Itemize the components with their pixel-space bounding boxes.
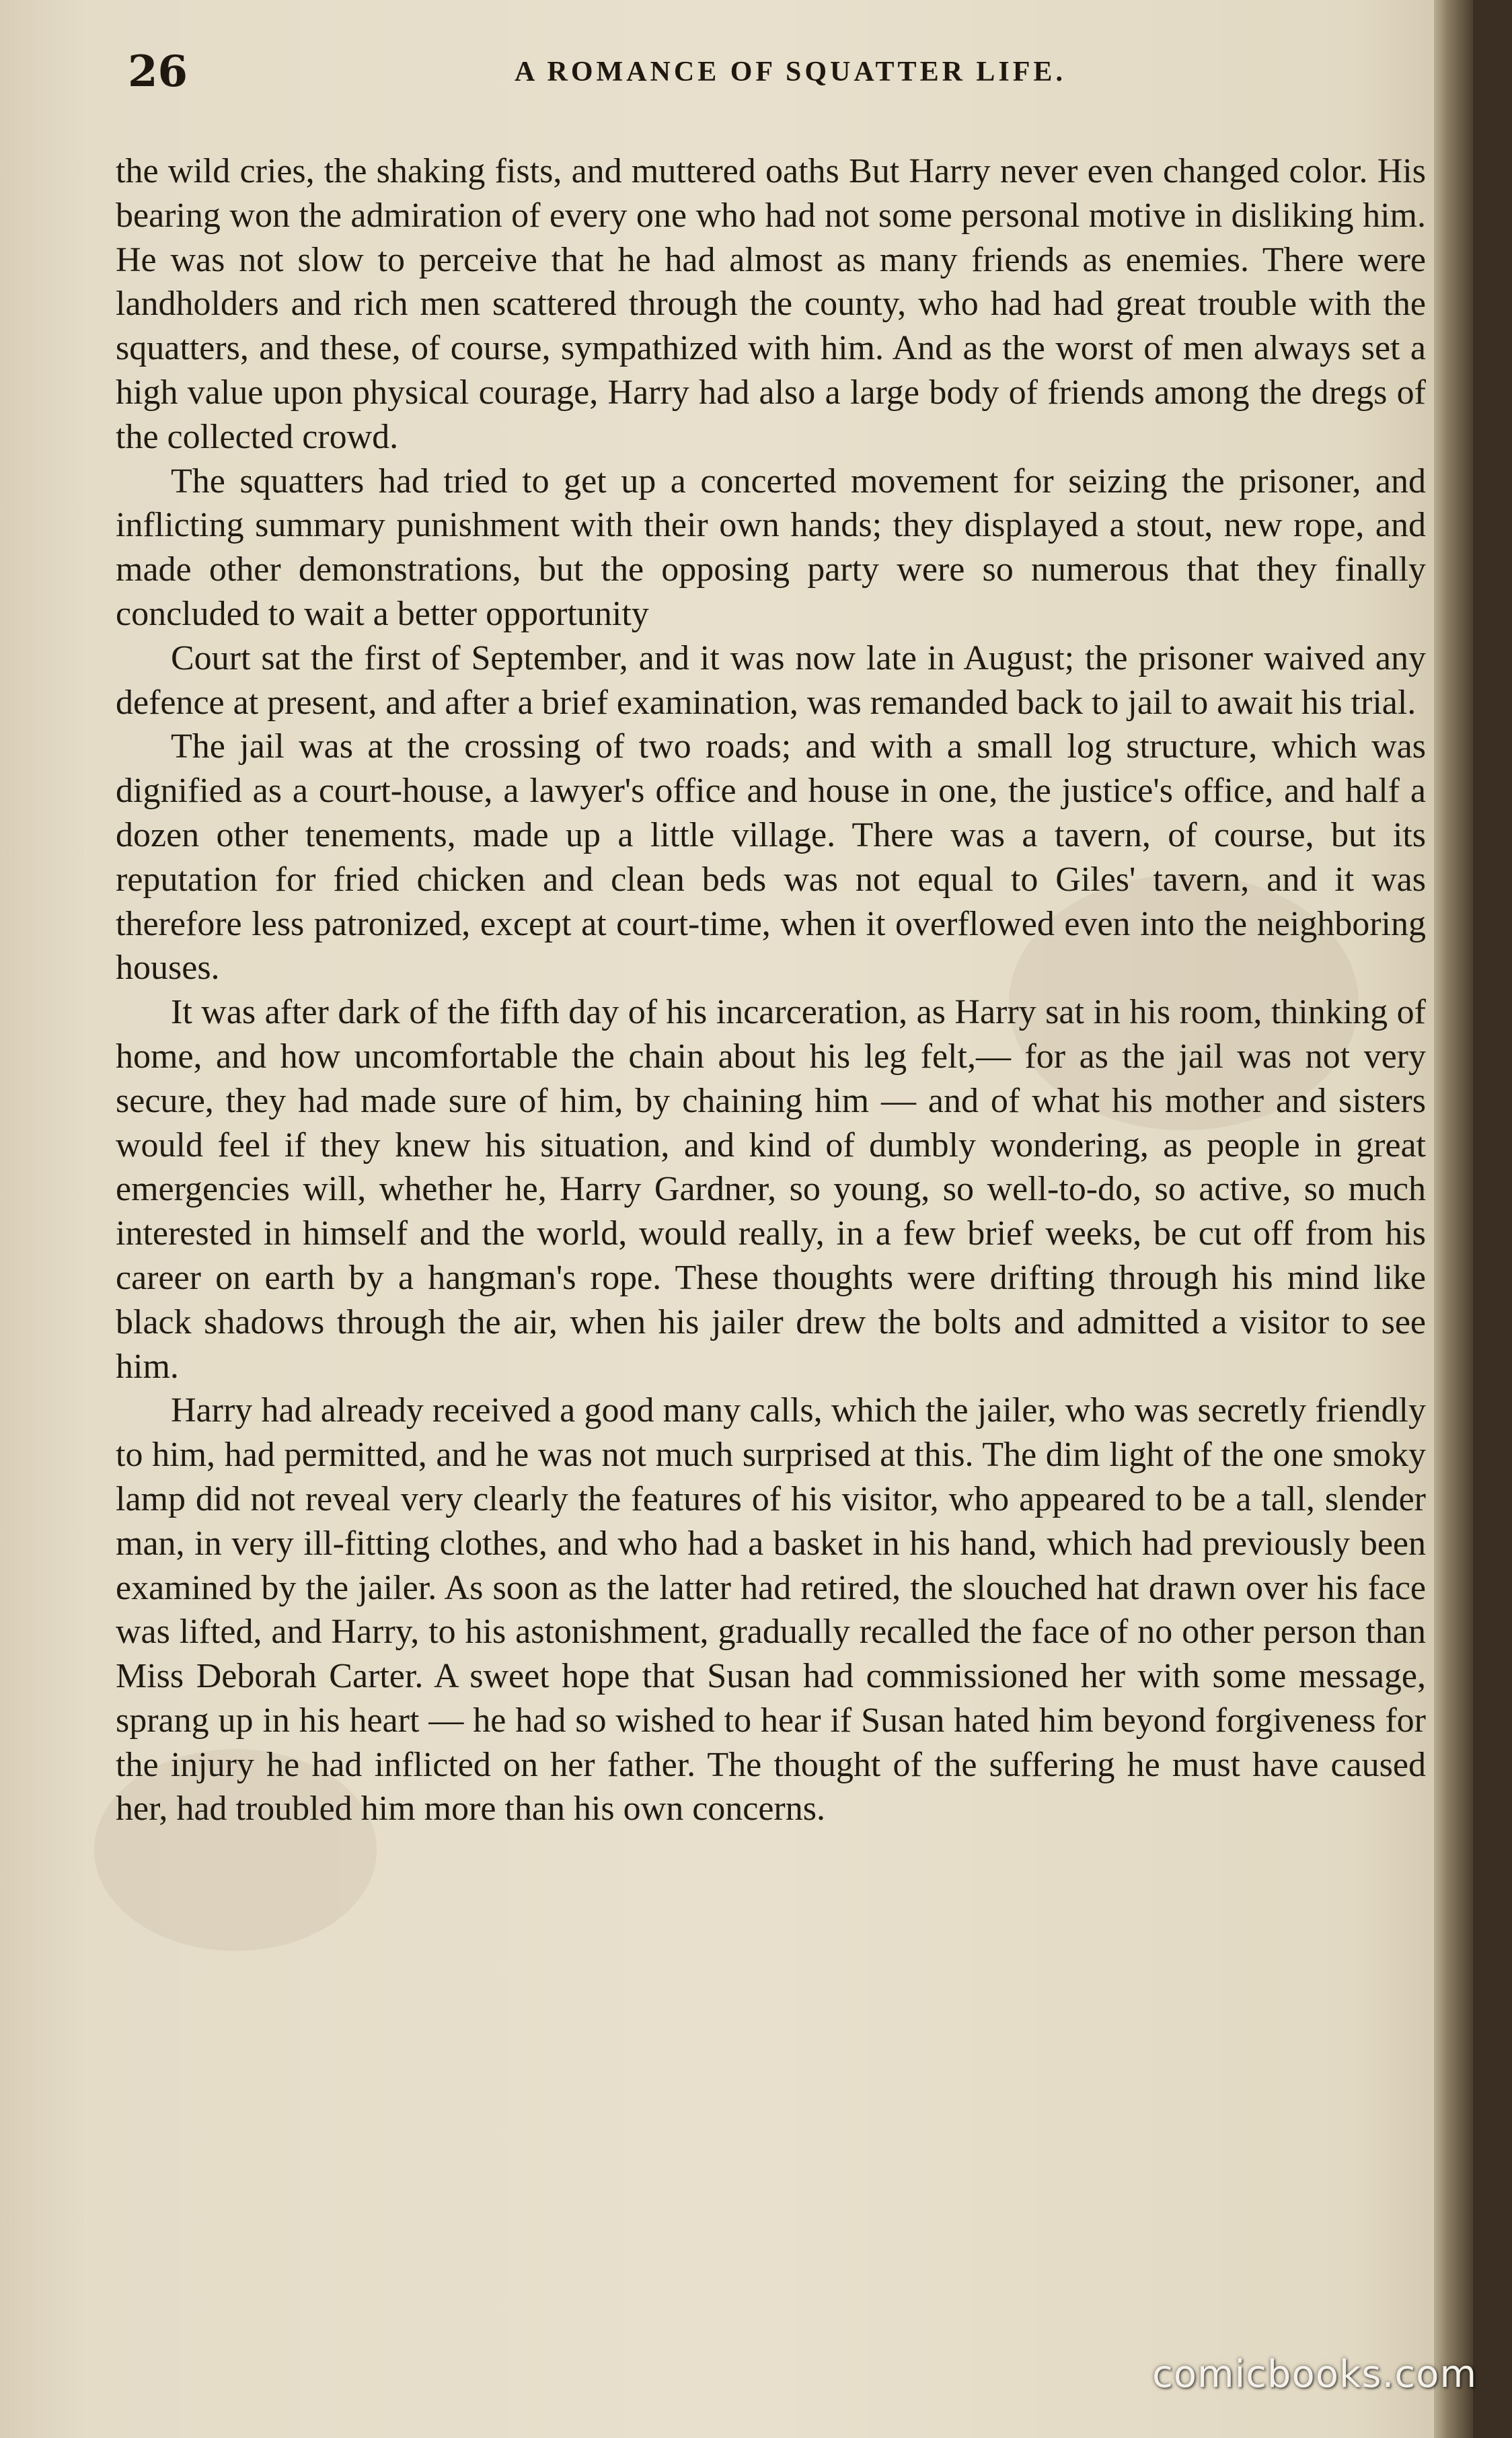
paragraph: the wild cries, the shaking fists, and muttered oaths But Harry never even changed color. His bearing won the admiration of every one who had not some personal motive in disliking him. He was not slow to perceive that he had almost as many friends as enemies. There were landholders and rich men scattered through the county, who had had great trouble with the squatters, and these, of course, sympathized with him. And as the worst of men always set a high value upon physical courage, Harry had also a large body of friends among the dregs of the collected crowd. xyxy=(116,152,1426,456)
body-text xyxy=(116,149,1426,1831)
paragraph: The jail was at the crossing of two roads; and with a small log structure, which was dignified as a court-house, a lawyer's office and house in one, the justice's office, and half a dozen other tenements, made up a little village. There was a tavern, of course, but its reputation for fried chicken and clean beds was not equal to Giles' tavern, and it was therefore less patronized, except at court-time, when it overflowed even into the neighboring houses. xyxy=(116,727,1426,988)
page-edge xyxy=(1434,0,1473,2438)
page-number: 26 xyxy=(128,46,188,97)
page-header xyxy=(128,42,1426,102)
paragraph: Court sat the first of September, and it was now late in August; the prisoner waived any defence at present, and after a brief examination, was remanded back to jail to await his trial. xyxy=(116,638,1426,722)
paragraph: Harry had already received a good many calls, which the jailer, who was secretly friendly to him, had permitted, and he was not much surprised at this. The dim light of the one smoky lamp did not reveal very clearly the features of his visitor, who appeared to be a tall, slender man, in very ill-fitting clothes, and who had a basket in his hand, which had previously been examined by the jailer. As soon as the latter had retired, the slouched hat drawn over his face was lifted, and Harry, to his astonishment, gradually recalled the face of no other person than Miss Deborah Carter. A sweet hope that Susan had commissioned her with some message, sprang up in his heart — he had so wished to hear if Susan hated him beyond forgiveness for the injury he had inflicted on her father. The thought of the suffering he must have caused her, had troubled him more than his own concerns. xyxy=(116,1391,1426,1829)
paragraph: The squatters had tried to get up a concerted movement for seizing the prisoner, and inflicting summary punishment with their own hands; they displayed a stout, new rope, and made other demonstrations, but the opposing party were so numerous that they finally concluded to wait a better opportunity xyxy=(116,461,1426,633)
watermark: comicbooks.com xyxy=(1151,2353,1477,2396)
paragraph: It was after dark of the fifth day of his incarceration, as Harry sat in his room, thinking of home, and how uncomfortable the chain about his leg felt,— for as the jail was not very secure, they had made sure of him, by chaining him — and of what his mother and sisters would feel if they knew his situation, and kind of dumbly wondering, as people in great emergencies will, whether he, Harry Gardner, so young, so well-to-do, so active, so much interested in himself and the world, would really, in a few brief weeks, be cut off from his career on earth by a hangman's rope. These thoughts were drifting through his mind like black shadows through the air, when his jailer drew the bolts and admitted a visitor to see him. xyxy=(116,993,1426,1386)
running-title: A ROMANCE OF SQUATTER LIFE. xyxy=(515,57,1066,87)
